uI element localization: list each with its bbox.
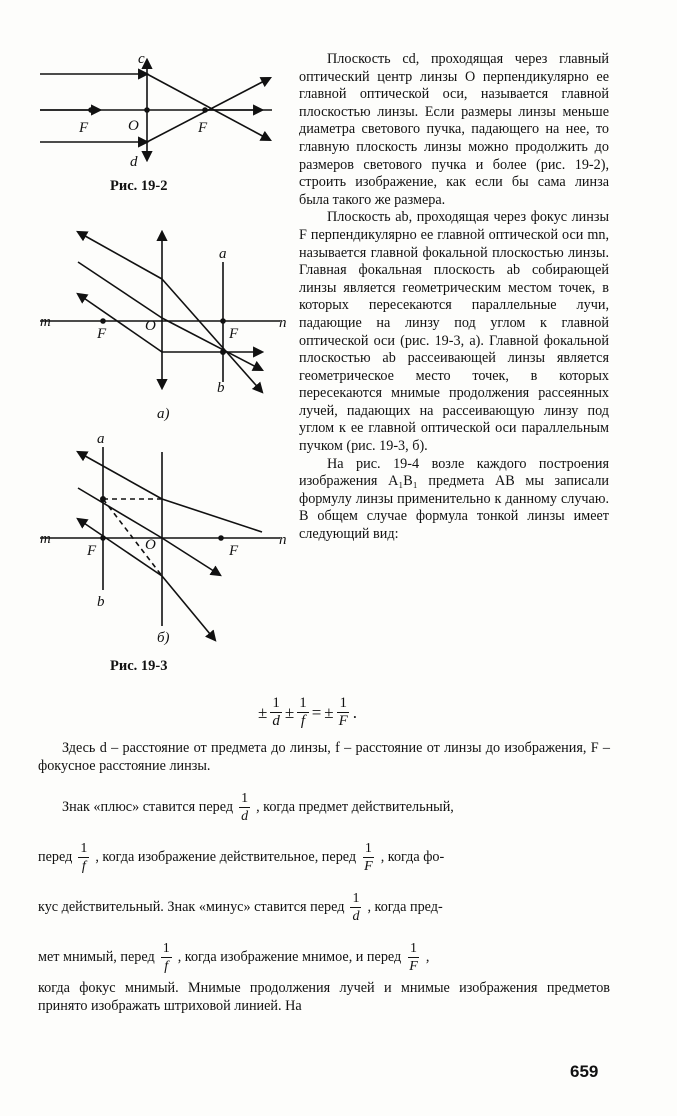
inline-frac-1-f-minus: $\frac{1}{f}$: [162, 941, 170, 974]
formula-period: .: [352, 702, 358, 722]
ray2-in-b: [78, 488, 162, 538]
virtual-focus-b: [101, 497, 105, 501]
fig-19-3a: [40, 232, 280, 392]
right-column-text: [299, 51, 609, 544]
label-a-b: a: [97, 431, 105, 447]
page-number: 659: [570, 1062, 599, 1081]
paragraph-definitions: Здесь d – расстояние от предмета до линзы, f – расстояние от линзы до изображения, F – фокусное расстояние линзы.: [38, 740, 610, 774]
definitions-text: [38, 740, 610, 775]
inline-frac-1-F: $\frac{1}{F}$: [364, 841, 373, 874]
label-O-a: O: [145, 318, 156, 334]
pm-sign-3: ±: [324, 702, 334, 722]
label-F-right: F: [198, 120, 208, 136]
label-F-left: F: [79, 120, 89, 136]
inline-frac-1-F-minus: $\frac{1}{F}$: [409, 941, 418, 974]
paragraph-lens-formula-intro: На рис. 19-4 возле каждого построения изображения A₁B₁ предмета AB мы записали формулу линзы применительно к данному случаю. В общем случае формула тонкой линзы имеет следующий вид:: [299, 455, 609, 543]
inline-frac-1-d-minus: $\frac{1}{d}$: [352, 891, 360, 924]
ray-top-out: [147, 74, 270, 140]
closing-text: когда фокус мнимый. Мнимые продолжения лучей и мнимые изображения предметов принято изображать штриховой линией. На: [38, 980, 610, 1014]
label-sub-a: а): [157, 406, 170, 422]
focus-left-point: [89, 108, 93, 112]
focus-right-a: [221, 319, 225, 323]
ray1-out-a: [162, 279, 262, 392]
label-m-b: m: [40, 531, 51, 547]
label-F-left-b: F: [87, 543, 97, 559]
pm-sign-1: ±: [258, 702, 268, 722]
ray2-in-a: [78, 262, 162, 318]
label-a-a: a: [219, 246, 227, 262]
label-O-b: O: [145, 537, 156, 553]
ray1-in-b: [78, 452, 162, 499]
label-n-b: n: [279, 532, 287, 548]
sign-line-1: Знак «плюс» ставится перед $\frac{1}{d}$ , когда предмет действительный,: [62, 791, 454, 824]
fig-19-2: [40, 60, 272, 160]
fraction-1-F: $\frac{1}{F}$: [338, 695, 348, 729]
focus-left-a: [101, 319, 105, 323]
fig-19-3b: [40, 447, 280, 640]
paragraph-focal-plane: Плоскость ab, проходящая через фокус линзы F перпендикулярно ее главной оптической оси mn, называется главной фокальной плоскостью линзы. Главная фокальная плоскость ab собирающей линзы является геометрическим местом точек, в которых пересекаются параллельные лучи, падающие на линзу под углом к главной оптической оси (рис. 19-3, а). Главной фокальной плоскостью ab рассеивающей линзы является геометрическое место точек, в которых пересекаются мнимые продолжения рассеянных лучей, падающих на рассеивающую линзу под углом к ее главной оптической оси параллельным пучком (рис. 19-3, б).: [299, 209, 609, 455]
fraction-1-f: $\frac{1}{f}$: [299, 695, 307, 729]
sign-line-2: перед $\frac{1}{f}$ , когда изображение действительное, перед $\frac{1}{F}$ , когда фо-: [38, 841, 445, 874]
caption-fig-19-2: Рис. 19-2: [110, 178, 168, 194]
label-O: O: [128, 118, 139, 134]
ray3-out-b: [162, 576, 215, 640]
lens-formula: [258, 695, 357, 730]
label-b-b: b: [97, 594, 105, 610]
label-d: d: [130, 154, 138, 170]
label-n-a: n: [279, 315, 287, 331]
ray2-out-b: [162, 538, 220, 575]
inline-frac-1-d: $\frac{1}{d}$: [241, 791, 249, 824]
equals-sign: =: [311, 702, 322, 722]
fraction-1-d: $\frac{1}{d}$: [272, 695, 280, 729]
label-b-a: b: [217, 380, 225, 396]
ray1-out-b: [162, 499, 262, 532]
label-sub-b: б): [157, 630, 170, 646]
label-F-right-a: F: [229, 326, 239, 342]
inline-frac-1-f: $\frac{1}{f}$: [80, 841, 88, 874]
ray2-out-a: [162, 318, 262, 370]
focus-right-point: [203, 108, 207, 112]
label-F-left-a: F: [97, 326, 107, 342]
label-m-a: m: [40, 314, 51, 330]
paragraph-main-plane: Плоскость cd, проходящая через главный оптический центр линзы O перпендикулярно ее главной оптической оси, называется главной плоскостью линзы. Если размеры линзы меньше диаметра светового пучка, падающего на нее, то главную плоскость линзы можно продолжить до размеров светового пучка и более (рис. 19-2), строить изображение, как если бы сама линза была такого же размера.: [299, 51, 609, 208]
sign-line-3: кус действительный. Знак «минус» ставится перед $\frac{1}{d}$ , когда пред-: [38, 891, 443, 924]
caption-fig-19-3: Рис. 19-3: [110, 658, 168, 674]
focus-right-b: [219, 536, 223, 540]
ray1-in-a: [78, 232, 162, 279]
focus-left-b: [101, 536, 105, 540]
center-point: [145, 108, 149, 112]
sign-line-4: мет мнимый, перед $\frac{1}{f}$ , когда изображение мнимое, и перед $\frac{1}{F}$ ,: [38, 941, 430, 974]
pm-sign-2: ±: [284, 702, 295, 722]
label-c: c: [138, 51, 145, 67]
label-F-right-b: F: [229, 543, 239, 559]
focal-point-a: [221, 350, 225, 354]
